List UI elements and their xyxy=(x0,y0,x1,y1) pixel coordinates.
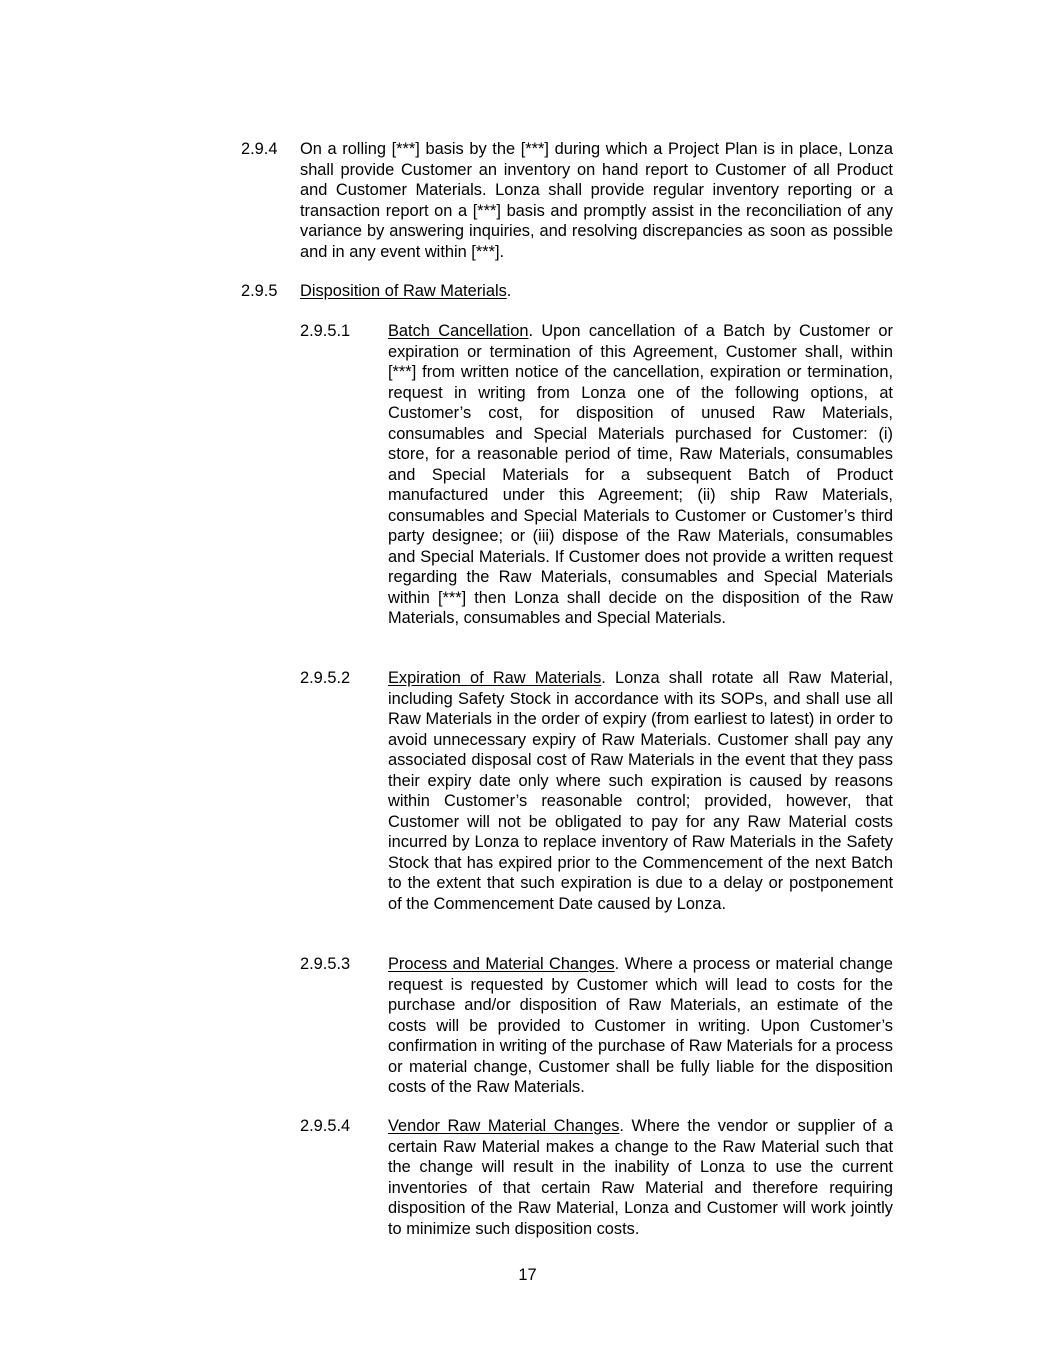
section-number: 2.9.5.4 xyxy=(300,1117,351,1135)
section-number: 2.9.5.3 xyxy=(300,955,351,973)
section-body xyxy=(388,668,893,914)
heading-suffix: . xyxy=(506,282,512,300)
section-text: . Lonza shall rotate all Raw Material, including Safety Stock in accordance with its SOPs, and shall use all Raw Materials in the order of expiry (from earliest to latest) in order to avoid unnecessary expiry of Raw Materials. Customer shall pay any associated disposal cost of Raw Materials in the event that they pass their expiry date only where such expiration is caused by reasons within Customer’s reasonable control; provided, however, that Customer will not be obligated to pay for any Raw Material costs incurred by Lonza to replace inventory of Raw Materials in the Safety Stock that has expired prior to the Commencement of the next Batch to the extent that such expiration is due to a delay or postponement of the Commencement Date caused by Lonza. xyxy=(388,669,893,913)
section-body xyxy=(388,1116,893,1239)
section-text: On a rolling [***] basis by the [***] during which a Project Plan is in place, Lonza shall provide Customer an inventory on hand report to Customer of all Product and Customer Materials. Lonza shall provide regular inventory reporting or a transaction report on a [***] basis and promptly assist in the reconciliation of any variance by answering inquiries, and resolving discrepancies as soon as possible and in any event within [***]. xyxy=(300,140,893,261)
section-heading: Expiration of Raw Materials xyxy=(388,669,602,687)
section-number: 2.9.5.1 xyxy=(300,322,351,340)
section-number: 2.9.5 xyxy=(241,282,278,300)
section-heading: Disposition of Raw Materials xyxy=(300,282,507,300)
section-heading: Batch Cancellation xyxy=(388,322,529,340)
section-number: 2.9.4 xyxy=(241,140,278,158)
section-body xyxy=(388,954,893,1098)
section-body xyxy=(388,321,893,629)
section-text: . Upon cancellation of a Batch by Customer or expiration or termination of this Agreement, Customer shall, within [***] from written notice of the cancellation, expiration or termination, request in writing from Lonza one of the following options, at Customer’s cost, for disposition of unused Raw Materials, consumables and Special Materials purchased for Customer: (i) store, for a reasonable period of time, Raw Materials, consumables and Special Materials for a subsequent Batch of Product manufactured under this Agreement; (ii) ship Raw Materials, consumables and Special Materials to Customer or Customer’s third party designee; or (iii) dispose of the Raw Materials, consumables and Special Materials. If Customer does not provide a written request regarding the Raw Materials, consumables and Special Materials within [***] then Lonza shall decide on the disposition of the Raw Materials, consumables and Special Materials. xyxy=(388,322,893,627)
page-number: 17 xyxy=(518,1266,537,1284)
section-heading: Process and Material Changes xyxy=(388,955,615,973)
section-text: . Where the vendor or supplier of a certain Raw Material makes a change to the Raw Material such that the change will result in the inability of Lonza to use the current inventories of that certain Raw Material and therefore requiring disposition of the Raw Material, Lonza and Customer will work jointly to minimize such disposition costs. xyxy=(388,1117,893,1238)
section-text: . Where a process or material change request is requested by Customer which will lead to costs for the purchase and/or disposition of Raw Materials, an estimate of the costs will be provided to Customer in writing. Upon Customer’s confirmation in writing of the purchase of Raw Materials for a process or material change, Customer shall be fully liable for the disposition costs of the Raw Materials. xyxy=(388,955,894,1096)
section-number: 2.9.5.2 xyxy=(300,669,351,687)
section-heading: Vendor Raw Material Changes xyxy=(388,1117,620,1135)
section-heading-line xyxy=(300,281,893,302)
